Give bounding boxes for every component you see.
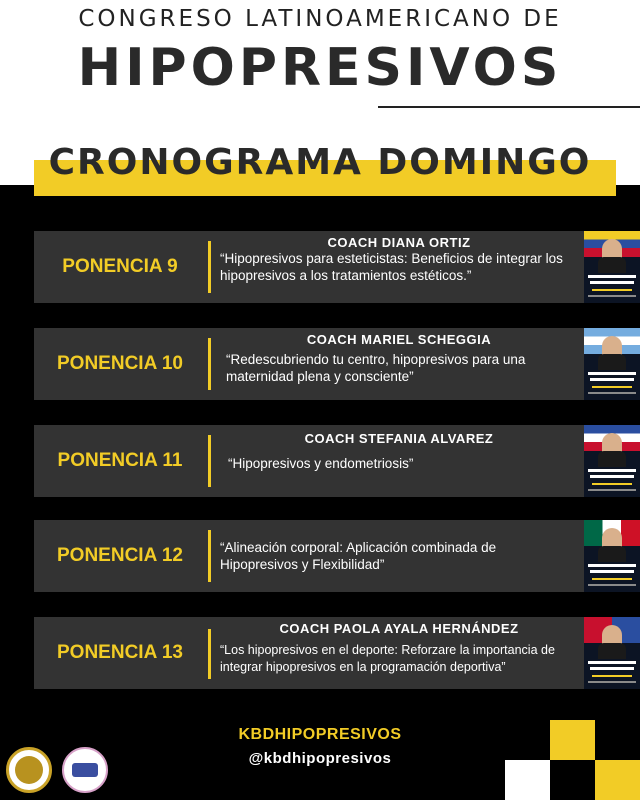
session-thumbnail: [584, 425, 640, 497]
session-row: [34, 425, 584, 497]
checker-decoration: [595, 760, 640, 800]
social-handle: @kbdhipopresivos: [248, 750, 392, 767]
academy-logo: [6, 747, 52, 793]
session-row: [34, 617, 584, 689]
session-talk: “Hipopresivos para esteticistas: Beneficios de integrar los hipopresivos a los tratamientos estéticos.”: [220, 251, 563, 283]
session-coach: COACH DIANA ORTIZ: [327, 235, 471, 250]
session-number: PONENCIA 13: [57, 642, 183, 663]
session-row: [34, 328, 584, 400]
session-row: [34, 520, 584, 592]
session-coach: COACH PAOLA AYALA HERNÁNDEZ: [279, 621, 519, 636]
checker-decoration: [505, 760, 550, 800]
schedule-title: CRONOGRAMA DOMINGO: [48, 142, 592, 183]
session-coach: COACH STEFANIA ALVAREZ: [304, 431, 494, 446]
session-thumbnail: [584, 328, 640, 400]
congress-subtitle: CONGRESO LATINOAMERICANO DE: [78, 6, 562, 32]
session-thumbnail: [584, 520, 640, 592]
session-divider: [208, 530, 211, 582]
session-row: [34, 231, 584, 303]
session-talk: “Redescubriendo tu centro, hipopresivos para una maternidad plena y consciente”: [226, 352, 526, 384]
session-coach: COACH MARIEL SCHEGGIA: [306, 332, 492, 347]
session-thumbnail: [584, 231, 640, 303]
checker-decoration: [550, 720, 595, 760]
session-number: PONENCIA 9: [62, 256, 178, 277]
session-talk: “Los hipopresivos en el deporte: Reforzare la importancia de integrar hipopresivos en la programación deportiva”: [220, 643, 555, 674]
session-divider: [208, 241, 211, 293]
session-number: PONENCIA 10: [57, 353, 183, 374]
session-thumbnail: [584, 617, 640, 689]
congress-title: HIPOPRESIVOS: [77, 38, 563, 98]
checker-decoration: [550, 760, 595, 800]
session-number: PONENCIA 11: [57, 450, 183, 471]
session-talk: “Alineación corporal: Aplicación combinada de Hipopresivos y Flexibilidad”: [220, 540, 497, 572]
session-divider: [208, 629, 211, 679]
session-divider: [208, 435, 211, 487]
dca-logo: [62, 747, 108, 793]
session-talk: “Hipopresivos y endometriosis”: [228, 456, 414, 471]
session-divider: [208, 338, 211, 390]
session-number: PONENCIA 12: [57, 545, 183, 566]
checker-decoration: [595, 720, 640, 760]
brand-name: KBDHIPOPRESIVOS: [238, 726, 402, 743]
header-divider: [378, 106, 640, 108]
